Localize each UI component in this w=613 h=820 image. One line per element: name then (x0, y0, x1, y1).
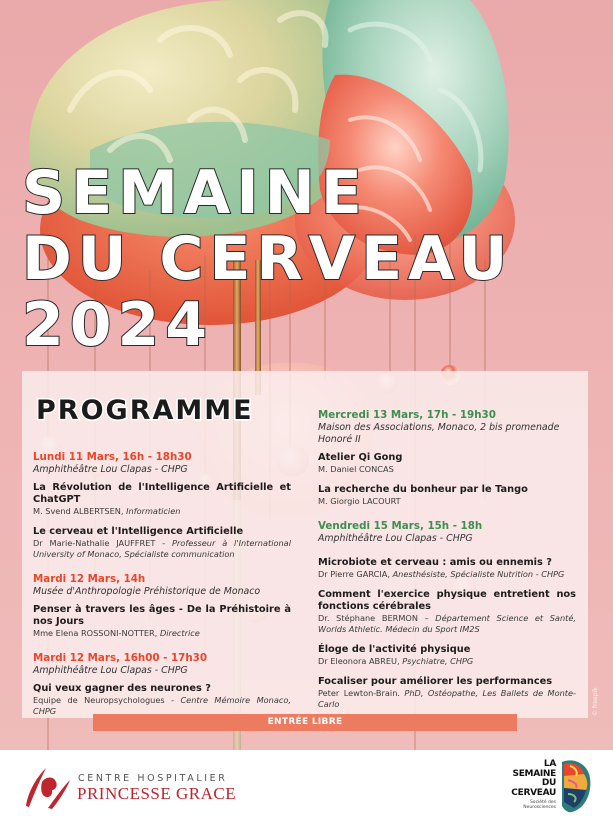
speaker-name: Dr Pierre GARCIA, (318, 569, 390, 579)
speaker-name: Equipe de Neuropsychologues - (33, 695, 175, 705)
talk-title: Comment l'exercice physique entretient nos fonctions cérébrales (318, 589, 576, 612)
title-line-1: SEMAINE (22, 158, 368, 228)
talk (33, 604, 291, 639)
programme-right-column (318, 409, 576, 723)
session-venue: Amphithéâtre Lou Clapas - CHPG (33, 665, 188, 676)
semaine-logo-line: DU (541, 778, 556, 789)
speaker-name: Mme Elena ROSSONI-NOTTER, (33, 628, 158, 638)
talk-speaker: M. Giorgio LACOURT (318, 496, 401, 506)
talk (318, 644, 576, 667)
session-date: Vendredi 15 Mars, 15h - 18h (318, 520, 483, 532)
session-monday (33, 451, 291, 560)
speaker-role: Informaticien (126, 506, 181, 516)
talk (33, 526, 291, 560)
talk (33, 683, 291, 717)
talk-speaker (33, 506, 291, 517)
session-venue: Musée d'Anthropologie Préhistorique de Monaco (33, 586, 261, 597)
talk (318, 452, 576, 475)
speaker-role: Département Science et Santé, Worlds Athletic. Médecin du Sport IM2S (318, 613, 576, 634)
programme-left-column (33, 451, 291, 730)
talk-title: La recherche du bonheur par le Tango (318, 484, 528, 495)
talk-speaker (318, 688, 576, 710)
talk (318, 676, 576, 710)
session-date: Mardi 12 Mars, 16h00 - 17h30 (33, 652, 207, 664)
talk-title: Éloge de l'activité physique (318, 644, 471, 655)
speaker-role: Professeur à l'International University of Monaco, Spécialiste communication (33, 538, 291, 559)
footer (0, 750, 613, 820)
poster-title (22, 160, 513, 358)
semaine-logo-line: SEMAINE (512, 768, 556, 779)
talk-speaker: M. Daniel CONCAS (318, 464, 394, 474)
talk (318, 557, 576, 580)
free-entry-banner: ENTRÉE LIBRE (93, 714, 517, 731)
programme-panel (22, 371, 588, 718)
session-venue: Amphithéâtre Lou Clapas - CHPG (318, 533, 473, 544)
title-line-3: 2024 (22, 290, 213, 360)
talk (318, 484, 576, 507)
speaker-role: Anesthésiste, Spécialiste Nutrition - CHPG (392, 569, 565, 579)
talk (33, 482, 291, 517)
talk-speaker (318, 569, 576, 580)
speaker-name: M. Svend ALBERTSEN, (33, 506, 124, 516)
semaine-logo-subtitle: Société des Neurosciences (523, 800, 556, 810)
programme-heading: PROGRAMME (36, 395, 254, 426)
talk-title: Le cerveau et l'Intelligence Artificielle (33, 526, 244, 537)
session-tuesday-afternoon (33, 652, 291, 717)
talk-title: Microbiote et cerveau : amis ou ennemis ? (318, 557, 552, 568)
semaine-logo-line: CERVEAU (511, 787, 556, 798)
speaker-name: Dr Marie-Nathalie JAUFFRET - (33, 538, 166, 548)
talk (318, 589, 576, 635)
semaine-logo-text (498, 760, 556, 798)
speaker-name: Peter Lewton-Brain. (318, 688, 400, 698)
session-venue: Amphithéâtre Lou Clapas - CHPG (33, 464, 188, 475)
talk-title: Atelier Qi Gong (318, 452, 403, 463)
colorful-brain-logo-icon (560, 758, 592, 814)
talk-speaker (318, 656, 576, 667)
session-date: Mercredi 13 Mars, 17h - 19h30 (318, 409, 496, 421)
talk-title: La Révolution de l'Intelligence Artificielle et ChatGPT (33, 482, 291, 505)
speaker-role: Directrice (159, 628, 200, 638)
session-venue: Maison des Associations, Monaco, 2 bis promenade Honoré II (318, 422, 560, 445)
session-date: Mardi 12 Mars, 14h (33, 573, 146, 585)
talk-title: Focaliser pour améliorer les performances (318, 676, 553, 687)
talk-title: Qui veux gagner des neurones ? (33, 683, 211, 694)
session-wednesday (318, 409, 576, 507)
chpg-name-line-2: PRINCESSE GRACE (77, 784, 237, 803)
speaker-name: Dr Eleonora ABREU, (318, 656, 400, 666)
session-friday (318, 520, 576, 710)
session-date: Lundi 11 Mars, 16h - 18h30 (33, 451, 192, 463)
princess-profile-logo-icon (22, 764, 72, 810)
speaker-role: Psychiatre, CHPG (402, 656, 474, 666)
talk-speaker (33, 628, 291, 639)
image-credit: © freepik (592, 687, 599, 716)
speaker-name: Dr. Stéphane BERMON – (318, 613, 429, 623)
talk-speaker (33, 538, 291, 560)
session-tuesday-morning (33, 573, 291, 639)
chpg-name-line-1: CENTRE HOSPITALIER (78, 773, 228, 784)
speaker-role: Centre Mémoire Monaco, CHPG (33, 695, 291, 716)
talk-speaker (318, 613, 576, 635)
speaker-role: PhD, Ostéopathe, Les Ballets de Monte-Carlo (318, 688, 576, 709)
talk-title: Penser à travers les âges - De la Préhistoire à nos Jours (33, 604, 291, 627)
title-line-2: DU CERVEAU (22, 224, 514, 294)
semaine-logo-line: LA (543, 759, 556, 769)
